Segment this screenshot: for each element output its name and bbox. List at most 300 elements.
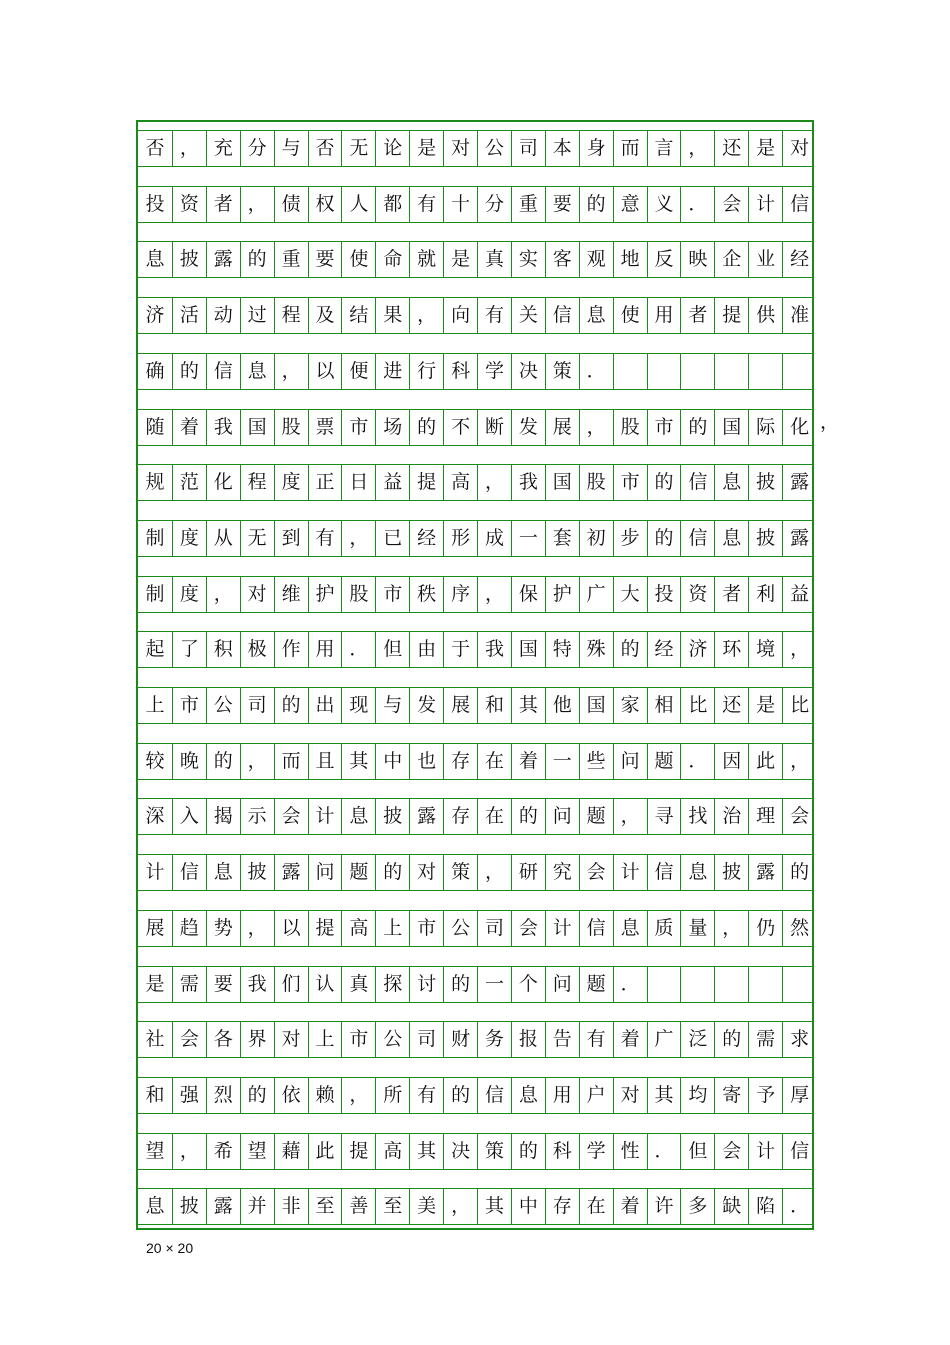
grid-cell: 的 (579, 187, 613, 222)
grid-row (138, 241, 812, 278)
grid-cell: 对 (409, 855, 443, 890)
grid-cell (647, 354, 681, 389)
grid-cell: 藉 (274, 1134, 308, 1169)
grid-row (138, 464, 812, 501)
grid-cell: 强 (172, 1078, 206, 1113)
grid-row (138, 297, 812, 334)
grid-cell: 计 (748, 1134, 782, 1169)
grid-cell: 户 (579, 1078, 613, 1113)
grid-cell: 程 (240, 465, 274, 500)
grid-cell: 准 (782, 298, 816, 333)
grid-cell: 作 (274, 632, 308, 667)
grid-cell: 和 (145, 1083, 165, 1106)
grid-cell: 上 (375, 911, 409, 946)
grid-cell: ． (341, 632, 375, 667)
grid-cell: 度 (172, 521, 206, 556)
grid-cell: 信 (782, 187, 816, 222)
grid-cell: ． (782, 1189, 816, 1224)
grid-cell: 极 (240, 632, 274, 667)
grid-cell: 策 (443, 855, 477, 890)
grid-cell: 无 (341, 131, 375, 166)
grid-cell: 经 (647, 632, 681, 667)
grid-cell: 广 (647, 1022, 681, 1057)
grid-cell: 但 (375, 632, 409, 667)
grid-cell: 息 (145, 248, 165, 271)
grid-cell: ， (714, 911, 748, 946)
grid-cell: 关 (511, 298, 545, 333)
grid-cell: 计 (613, 855, 647, 890)
grid-cell: 并 (240, 1189, 274, 1224)
grid-cell: 高 (375, 1134, 409, 1169)
grid-cell: 计 (748, 187, 782, 222)
grid-cell: 息 (341, 799, 375, 834)
grid-cell: 均 (680, 1078, 714, 1113)
grid-cell: 计 (145, 861, 165, 884)
grid-cell: 对 (274, 1022, 308, 1057)
grid-cell: 意 (613, 187, 647, 222)
grid-cell: 者 (206, 187, 240, 222)
grid-cell: 因 (714, 744, 748, 779)
grid-cell: 息 (680, 855, 714, 890)
grid-cell: 会 (511, 911, 545, 946)
grid-cell: 缺 (714, 1189, 748, 1224)
grid-cell: 较 (145, 749, 165, 772)
grid-cell: 上 (308, 1022, 342, 1057)
grid-cell: 上 (145, 694, 165, 716)
grid-cell: 观 (579, 242, 613, 277)
grid-cell: 质 (647, 911, 681, 946)
grid-cell: 股 (579, 465, 613, 500)
grid-cell: 投 (145, 192, 165, 215)
grid-cell: 而 (274, 744, 308, 779)
grid-cell: 的 (274, 688, 308, 723)
grid-cell: 问 (613, 744, 647, 779)
grid-cell: 财 (443, 1022, 477, 1057)
grid-cell: 义 (647, 187, 681, 222)
grid-cell: 广 (579, 577, 613, 612)
grid-cell: 度 (274, 465, 308, 500)
grid-cell: 市 (375, 577, 409, 612)
grid-cell: 望 (145, 1139, 165, 1162)
grid-cell: 以 (274, 911, 308, 946)
grid-cell: 着 (511, 744, 545, 779)
grid-row (138, 520, 812, 557)
grid-cell: 治 (714, 799, 748, 834)
grid-cell: 问 (308, 855, 342, 890)
grid-cell: 司 (477, 911, 511, 946)
grid-cell: 问 (545, 799, 579, 834)
grid-cell: 提 (308, 911, 342, 946)
grid-row (138, 631, 812, 668)
grid-cell: 计 (308, 799, 342, 834)
grid-cell: 还 (714, 688, 748, 723)
grid-cell: 信 (206, 354, 240, 389)
grid-cell: 和 (477, 688, 511, 723)
grid-cell: 我 (240, 967, 274, 1002)
grid-cell: 务 (477, 1022, 511, 1057)
grid-row (138, 854, 812, 891)
grid-cell: 市 (172, 688, 206, 723)
grid-cell: 题 (579, 967, 613, 1002)
grid-cell: 实 (511, 242, 545, 277)
grid-cell: 善 (341, 1189, 375, 1224)
grid-cell: 的 (647, 521, 681, 556)
grid-cell: 的 (714, 1022, 748, 1057)
grid-cell: 特 (545, 632, 579, 667)
grid-cell: 其 (511, 688, 545, 723)
grid-cell: 决 (511, 354, 545, 389)
grid-cell: 从 (206, 521, 240, 556)
grid-cell: 的 (172, 354, 206, 389)
grid-cell (782, 967, 816, 1002)
grid-cell: 着 (613, 1022, 647, 1057)
grid-cell: 提 (409, 465, 443, 500)
grid-cell: 问 (545, 967, 579, 1002)
grid-cell: 重 (511, 187, 545, 222)
grid-cell: 是 (748, 688, 782, 723)
grid-cell: 用 (308, 632, 342, 667)
grid-cell: ， (274, 354, 308, 389)
manuscript-grid (136, 120, 814, 1230)
grid-cell (714, 967, 748, 1002)
grid-cell: 经 (409, 521, 443, 556)
grid-cell: 息 (613, 911, 647, 946)
grid-cell: 露 (782, 465, 816, 500)
grid-cell: 一 (477, 967, 511, 1002)
grid-cell: ． (680, 187, 714, 222)
grid-cell: ， (579, 410, 613, 445)
grid-cell: 报 (511, 1022, 545, 1057)
grid-cell: ， (240, 911, 274, 946)
grid-cell: 告 (545, 1022, 579, 1057)
grid-cell: 各 (206, 1022, 240, 1057)
grid-cell: 但 (680, 1134, 714, 1169)
grid-cell: 权 (308, 187, 342, 222)
grid-cell: 此 (748, 744, 782, 779)
grid-cell: 会 (714, 1134, 748, 1169)
grid-cell: 分 (240, 131, 274, 166)
grid-cell: 不 (443, 410, 477, 445)
grid-cell: 的 (511, 799, 545, 834)
grid-cell: 要 (308, 242, 342, 277)
grid-cell: 用 (647, 298, 681, 333)
grid-cell: 过 (240, 298, 274, 333)
grid-cell: 量 (680, 911, 714, 946)
grid-cell: 着 (172, 410, 206, 445)
grid-cell: 与 (375, 688, 409, 723)
grid-cell (782, 354, 816, 389)
grid-cell: 济 (680, 632, 714, 667)
grid-cell: 许 (647, 1189, 681, 1224)
grid-cell: 命 (375, 242, 409, 277)
grid-cell: 陷 (748, 1189, 782, 1224)
grid-cell: 国 (579, 688, 613, 723)
grid-cell: 家 (613, 688, 647, 723)
grid-cell: 所 (375, 1078, 409, 1113)
grid-cell: 有 (409, 1078, 443, 1113)
grid-cell: 的 (443, 967, 477, 1002)
grid-cell: 在 (477, 744, 511, 779)
grid-cell: 找 (680, 799, 714, 834)
grid-cell: 探 (375, 967, 409, 1002)
grid-cell: 债 (274, 187, 308, 222)
grid-cell: 环 (714, 632, 748, 667)
grid-cell: 司 (240, 688, 274, 723)
grid-cell: 于 (443, 632, 477, 667)
grid-cell: 资 (172, 187, 206, 222)
grid-cell: 仍 (748, 911, 782, 946)
grid-cell: ， (240, 744, 274, 779)
grid-cell: 披 (748, 465, 782, 500)
grid-cell: 此 (308, 1134, 342, 1169)
grid-cell: 要 (206, 967, 240, 1002)
grid-cell: 市 (409, 911, 443, 946)
grid-cell: 言 (647, 131, 681, 166)
grid-cell: 露 (409, 799, 443, 834)
grid-cell: 程 (274, 298, 308, 333)
grid-cell: 题 (647, 744, 681, 779)
grid-cell: 息 (145, 1195, 165, 1218)
grid-cell: 讨 (409, 967, 443, 1002)
grid-cell: 积 (206, 632, 240, 667)
grid-cell: 提 (341, 1134, 375, 1169)
grid-cell: 活 (172, 298, 206, 333)
grid-cell: 化 (206, 465, 240, 500)
grid-cell: 真 (477, 242, 511, 277)
grid-cell: 市 (613, 465, 647, 500)
grid-cell: 充 (206, 131, 240, 166)
grid-cell: 对 (240, 577, 274, 612)
grid-row (138, 576, 812, 613)
grid-cell: 披 (172, 242, 206, 277)
grid-cell: 个 (511, 967, 545, 1002)
grid-cell: 者 (680, 298, 714, 333)
grid-cell: 高 (341, 911, 375, 946)
grid-cell: 会 (782, 799, 816, 834)
grid-cell: 公 (443, 911, 477, 946)
grid-cell: 一 (545, 744, 579, 779)
grid-cell: 现 (341, 688, 375, 723)
grid-cell: 而 (613, 131, 647, 166)
grid-cell (748, 967, 782, 1002)
grid-cell: 依 (274, 1078, 308, 1113)
grid-cell: 在 (579, 1189, 613, 1224)
grid-cell: 者 (714, 577, 748, 612)
grid-cell: 披 (240, 855, 274, 890)
grid-cell: 信 (680, 465, 714, 500)
grid-cell: 存 (443, 799, 477, 834)
grid-cell: 司 (409, 1022, 443, 1057)
grid-cell: 望 (240, 1134, 274, 1169)
grid-cell: 理 (748, 799, 782, 834)
grid-cell: 际 (748, 410, 782, 445)
grid-cell: 国 (511, 632, 545, 667)
grid-cell: 动 (206, 298, 240, 333)
grid-cell: 护 (308, 577, 342, 612)
grid-cell: 使 (613, 298, 647, 333)
grid-cell: 其 (647, 1078, 681, 1113)
grid-cell: 披 (714, 855, 748, 890)
grid-row (138, 1133, 812, 1170)
grid-cell: ， (613, 799, 647, 834)
grid-cell: 泛 (680, 1022, 714, 1057)
grid-cell: 一 (511, 521, 545, 556)
grid-cell: 国 (240, 410, 274, 445)
grid-cell: 美 (409, 1189, 443, 1224)
grid-cell: 些 (579, 744, 613, 779)
grid-cell: 披 (375, 799, 409, 834)
grid-cell: 是 (748, 131, 782, 166)
grid-row (138, 353, 812, 390)
grid-cell: 势 (206, 911, 240, 946)
grid-cell: ， (172, 131, 206, 166)
grid-cell: 的 (613, 632, 647, 667)
grid-cell: 展 (545, 410, 579, 445)
grid-cell: 便 (341, 354, 375, 389)
grid-row (138, 966, 812, 1003)
grid-size-label: 20 × 20 (146, 1240, 194, 1256)
grid-cell: 的 (782, 855, 816, 890)
grid-cell: 制 (145, 526, 165, 549)
grid-cell: 晚 (172, 744, 206, 779)
grid-cell: 股 (613, 410, 647, 445)
grid-cell: 会 (274, 799, 308, 834)
grid-cell: 初 (579, 521, 613, 556)
grid-cell: 人 (341, 187, 375, 222)
grid-cell: 息 (714, 465, 748, 500)
grid-cell: 会 (579, 855, 613, 890)
grid-cell: 有 (409, 187, 443, 222)
grid-cell: 益 (375, 465, 409, 500)
grid-cell: 供 (748, 298, 782, 333)
grid-cell: 其 (477, 1189, 511, 1224)
grid-cell: 护 (545, 577, 579, 612)
grid-cell: 国 (545, 465, 579, 500)
grid-cell: 客 (545, 242, 579, 277)
grid-cell: 司 (511, 131, 545, 166)
grid-cell: 维 (274, 577, 308, 612)
grid-cell: 是 (409, 131, 443, 166)
grid-row (138, 743, 812, 780)
grid-row (138, 130, 812, 167)
grid-cell: 地 (613, 242, 647, 277)
grid-cell: 求 (782, 1022, 816, 1057)
grid-cell: 殊 (579, 632, 613, 667)
grid-cell: ， (782, 744, 816, 779)
grid-cell: 真 (341, 967, 375, 1002)
grid-cell: 大 (613, 577, 647, 612)
grid-cell: 出 (308, 688, 342, 723)
grid-cell: 公 (206, 688, 240, 723)
grid-cell: 要 (545, 187, 579, 222)
grid-cell: 露 (782, 521, 816, 556)
grid-cell: 有 (308, 521, 342, 556)
grid-cell: 是 (145, 972, 165, 995)
grid-cell: 就 (409, 242, 443, 277)
grid-cell: 济 (145, 304, 165, 327)
grid-cell: 股 (274, 410, 308, 445)
grid-cell: 对 (782, 131, 816, 166)
grid-cell: 到 (274, 521, 308, 556)
grid-cell: 我 (206, 410, 240, 445)
grid-cell: 发 (409, 688, 443, 723)
grid-cell: 形 (443, 521, 477, 556)
grid-cell: 信 (172, 855, 206, 890)
grid-cell: 披 (172, 1189, 206, 1224)
grid-cell: 信 (545, 298, 579, 333)
grid-cell: 我 (477, 632, 511, 667)
grid-cell: 希 (206, 1134, 240, 1169)
grid-cell: ， (409, 298, 443, 333)
grid-cell: 息 (579, 298, 613, 333)
grid-cell: 业 (748, 242, 782, 277)
grid-row (138, 1188, 812, 1225)
grid-cell: 论 (375, 131, 409, 166)
grid-cell: 烈 (206, 1078, 240, 1113)
grid-cell: 且 (308, 744, 342, 779)
grid-cell: 度 (172, 577, 206, 612)
grid-cell: 向 (443, 298, 477, 333)
grid-cell: 公 (375, 1022, 409, 1057)
grid-cell: 认 (308, 967, 342, 1002)
grid-cell: 由 (409, 632, 443, 667)
grid-cell: 揭 (206, 799, 240, 834)
grid-cell: 否 (308, 131, 342, 166)
grid-cell: ． (680, 744, 714, 779)
grid-cell: 与 (274, 131, 308, 166)
grid-cell: 否 (145, 137, 165, 159)
grid-cell: 研 (511, 855, 545, 890)
grid-row (138, 186, 812, 223)
grid-cell: ， (680, 131, 714, 166)
grid-cell: 成 (477, 521, 511, 556)
grid-cell: 信 (579, 911, 613, 946)
grid-cell: 益 (782, 577, 816, 612)
grid-cell: 场 (375, 410, 409, 445)
grid-cell: 性 (613, 1134, 647, 1169)
grid-cell: 票 (308, 410, 342, 445)
grid-cell: ， (172, 1134, 206, 1169)
grid-cell: 息 (206, 855, 240, 890)
grid-cell: 入 (172, 799, 206, 834)
grid-cell: 策 (477, 1134, 511, 1169)
grid-cell: 随 (145, 415, 165, 438)
grid-cell: 露 (748, 855, 782, 890)
grid-cell: 信 (680, 521, 714, 556)
grid-cell: 反 (647, 242, 681, 277)
grid-cell: 存 (443, 744, 477, 779)
grid-cell: 的 (206, 744, 240, 779)
grid-cell: 赖 (308, 1078, 342, 1113)
grid-cell (680, 967, 714, 1002)
grid-cell: 果 (375, 298, 409, 333)
grid-cell: 露 (274, 855, 308, 890)
grid-cell: 无 (240, 521, 274, 556)
grid-cell: 决 (443, 1134, 477, 1169)
grid-cell: 社 (145, 1028, 165, 1051)
grid-cell: 行 (409, 354, 443, 389)
grid-cell: 信 (647, 855, 681, 890)
grid-cell: 序 (443, 577, 477, 612)
grid-cell: ， (240, 187, 274, 222)
grid-cell: 至 (375, 1189, 409, 1224)
grid-cell: 会 (172, 1022, 206, 1057)
grid-cell: 展 (443, 688, 477, 723)
grid-cell: 会 (714, 187, 748, 222)
grid-cell: 然 (782, 911, 816, 946)
grid-cell: 对 (613, 1078, 647, 1113)
grid-cell: 市 (647, 410, 681, 445)
